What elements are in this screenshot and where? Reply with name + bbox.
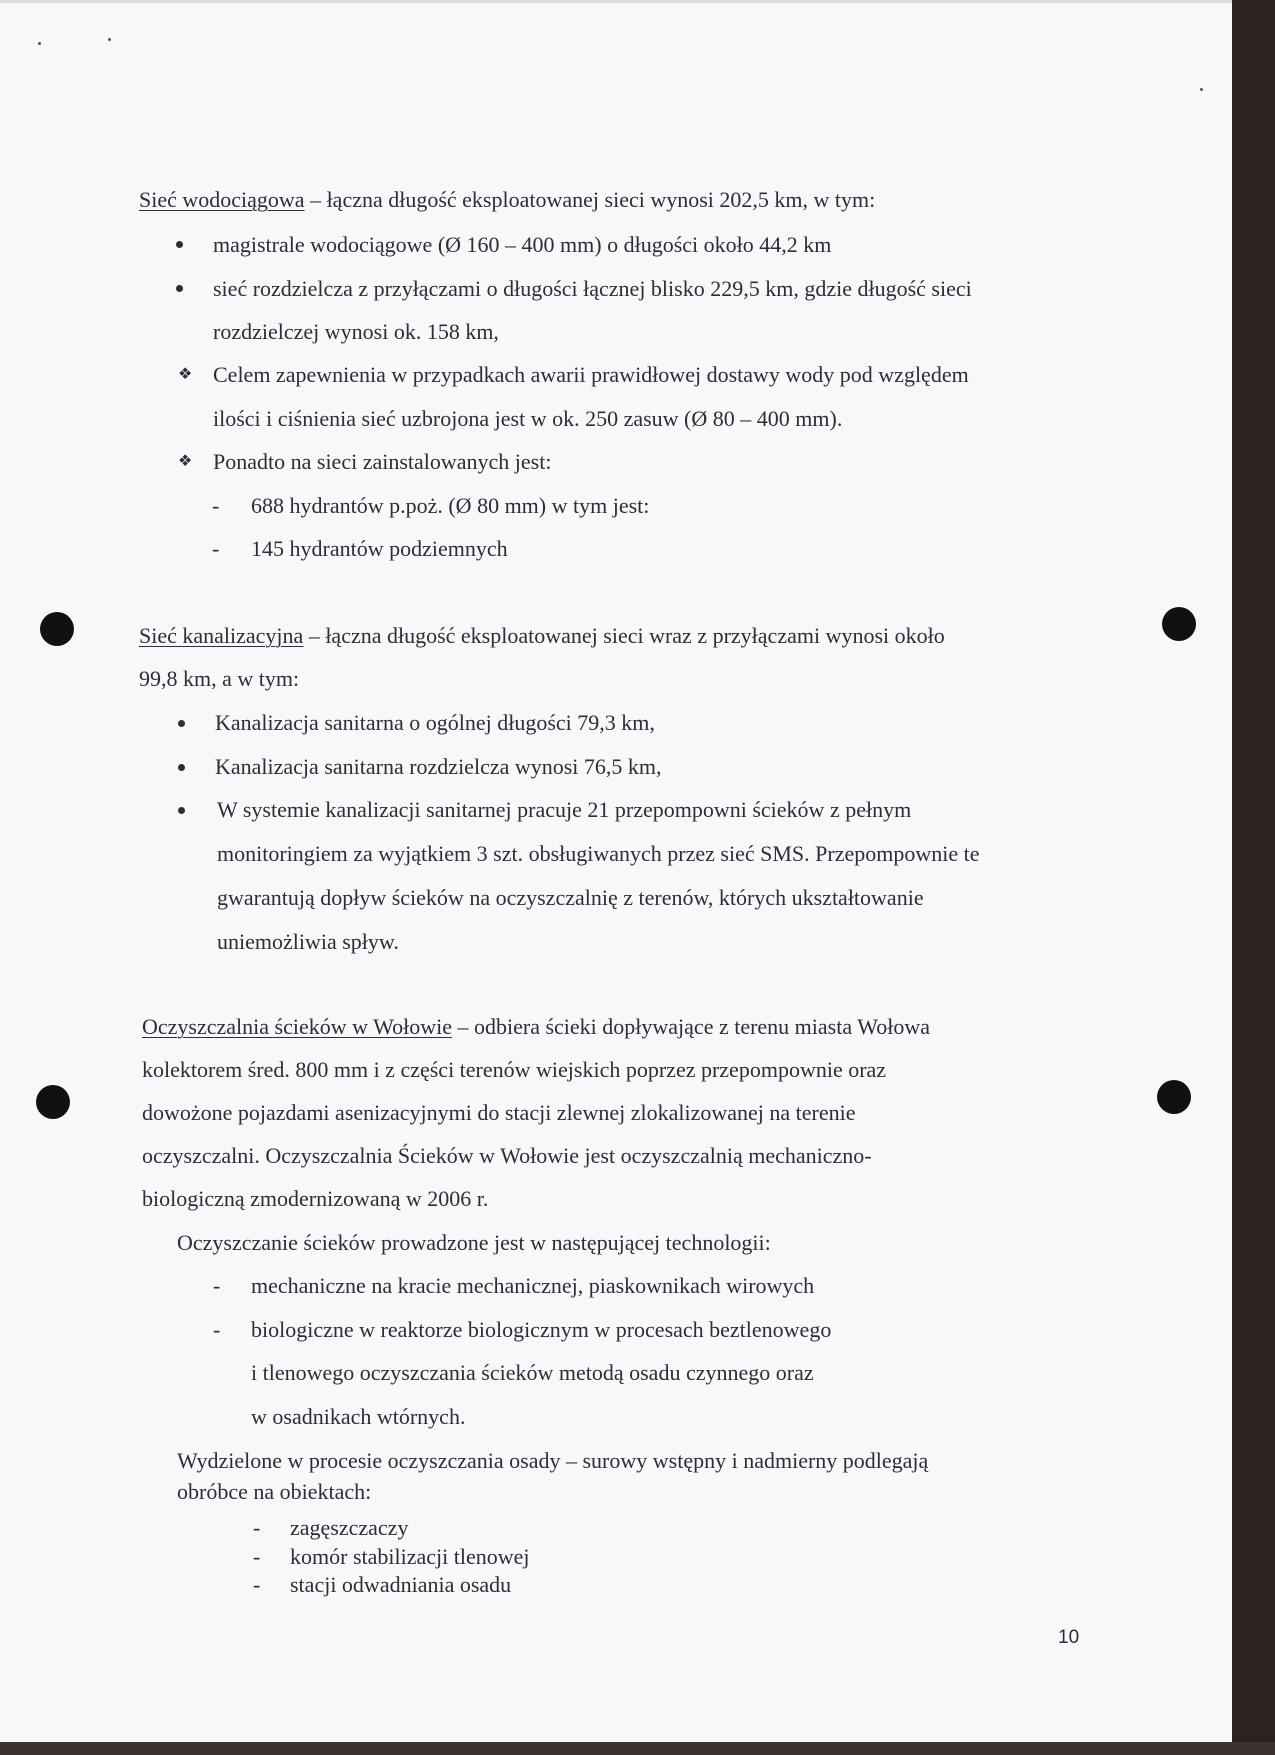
list-item: W systemie kanalizacji sanitarnej pracuje 21 przepompowni ścieków z pełnym	[217, 797, 912, 822]
dash-marker: -	[253, 1572, 261, 1597]
paragraph-line: dowożone pojazdami asenizacyjnymi do stacji zlewnej zlokalizowanej na terenie	[142, 1100, 856, 1125]
sub-list-item: 688 hydrantów p.poż. (Ø 80 mm) w tym jest:	[251, 493, 650, 518]
paragraph-line: Wydzielone w procesie oczyszczania osady – surowy wstępny i nadmierny podlegają	[177, 1448, 929, 1473]
list-item: Ponadto na sieci zainstalowanych jest:	[213, 449, 552, 474]
list-item: Kanalizacja sanitarna rozdzielcza wynosi 76,5 km,	[215, 754, 662, 779]
section-intro: – łączna długość eksploatowanej sieci wraz z przyłączami wynosi około	[303, 623, 945, 648]
section-treatment-plant-line	[142, 1013, 930, 1041]
scan-bottom-border	[0, 1742, 1275, 1755]
list-item: Kanalizacja sanitarna o ogólnej długości 79,3 km,	[215, 710, 655, 735]
bullet-dot	[176, 285, 183, 292]
section-intro: – odbiera ścieki dopływające z terenu miasta Wołowa	[452, 1014, 930, 1039]
list-item-continuation: uniemożliwia spływ.	[217, 929, 399, 954]
dash-marker: -	[253, 1544, 261, 1569]
punch-hole-left-bottom	[36, 1085, 70, 1119]
section-intro: – łączna długość eksploatowanej sieci wynosi 202,5 km, w tym:	[304, 187, 876, 212]
sub-list-item: 145 hydrantów podziemnych	[251, 536, 508, 561]
sub-list-item: mechaniczne na kracie mechanicznej, piaskownikach wirowych	[251, 1273, 815, 1298]
dash-marker: -	[213, 1273, 221, 1298]
bullet-dot	[178, 764, 185, 771]
list-item-continuation: monitoringiem za wyjątkiem 3 szt. obsługiwanych przez sieć SMS. Przepompownie te	[217, 841, 980, 866]
list-item: Celem zapewnienia w przypadkach awarii prawidłowej dostawy wody pod względem	[213, 362, 969, 387]
list-item: magistrale wodociągowe (Ø 160 – 400 mm) o długości około 44,2 km	[213, 232, 832, 257]
dash-marker: -	[213, 1317, 221, 1342]
section-intro-continuation: 99,8 km, a w tym:	[139, 666, 300, 691]
sub-list-item: biologiczne w reaktorze biologicznym w procesach beztlenowego	[251, 1317, 832, 1342]
scan-speck	[108, 38, 111, 41]
scan-right-border	[1232, 0, 1275, 1755]
sub-list-item-continuation: w osadnikach wtórnych.	[251, 1404, 466, 1429]
sub-list-item-continuation: i tlenowego oczyszczania ścieków metodą osadu czynnego oraz	[251, 1360, 814, 1385]
section-heading-sewer-network: Sieć kanalizacyjna	[139, 623, 304, 648]
section-water-network-line	[139, 186, 875, 214]
scan-speck	[1200, 88, 1203, 91]
list-item-continuation: rozdzielczej wynosi ok. 158 km,	[213, 319, 499, 344]
section-sewer-network-line	[139, 622, 945, 650]
paragraph-line: Oczyszczanie ścieków prowadzone jest w następującej technologii:	[177, 1230, 771, 1255]
punch-hole-right-top	[1162, 607, 1196, 641]
paragraph-line: oczyszczalni. Oczyszczalnia Ścieków w Wołowie jest oczyszczalnią mechaniczno-	[142, 1143, 872, 1168]
paragraph-line: kolektorem śred. 800 mm i z części terenów wiejskich poprzez przepompownie oraz	[142, 1057, 887, 1082]
section-heading-water-network: Sieć wodociągowa	[139, 187, 305, 212]
bullet-dot	[178, 807, 185, 814]
sub-list-item: zagęszczaczy	[290, 1515, 409, 1540]
sub-list-item: komór stabilizacji tlenowej	[290, 1544, 530, 1569]
scan-speck	[38, 42, 41, 45]
paragraph-line: obróbce na obiektach:	[177, 1479, 372, 1504]
scan-top-edge	[0, 0, 1232, 3]
bullet-dot	[176, 241, 183, 248]
punch-hole-right-bottom	[1157, 1080, 1191, 1114]
diamond-bullet-icon: ❖	[178, 451, 193, 470]
paragraph-line: biologiczną zmodernizowaną w 2006 r.	[142, 1186, 489, 1211]
diamond-bullet-icon: ❖	[178, 364, 193, 383]
section-heading-treatment-plant: Oczyszczalnia ścieków w Wołowie	[142, 1014, 452, 1039]
sub-list-item: stacji odwadniania osadu	[290, 1572, 512, 1597]
page-number: 10	[1058, 1627, 1080, 1648]
list-item-continuation: ilości i ciśnienia sieć uzbrojona jest w ok. 250 zasuw (Ø 80 – 400 mm).	[213, 406, 843, 431]
list-item: sieć rozdzielcza z przyłączami o długości łącznej blisko 229,5 km, gdzie długość sieci	[213, 276, 972, 301]
punch-hole-left-top	[40, 612, 74, 646]
bullet-dot	[178, 720, 185, 727]
dash-marker: -	[212, 536, 220, 561]
list-item-continuation: gwarantują dopływ ścieków na oczyszczalnię z terenów, których ukształtowanie	[217, 885, 924, 910]
dash-marker: -	[253, 1515, 261, 1540]
dash-marker: -	[212, 493, 220, 518]
